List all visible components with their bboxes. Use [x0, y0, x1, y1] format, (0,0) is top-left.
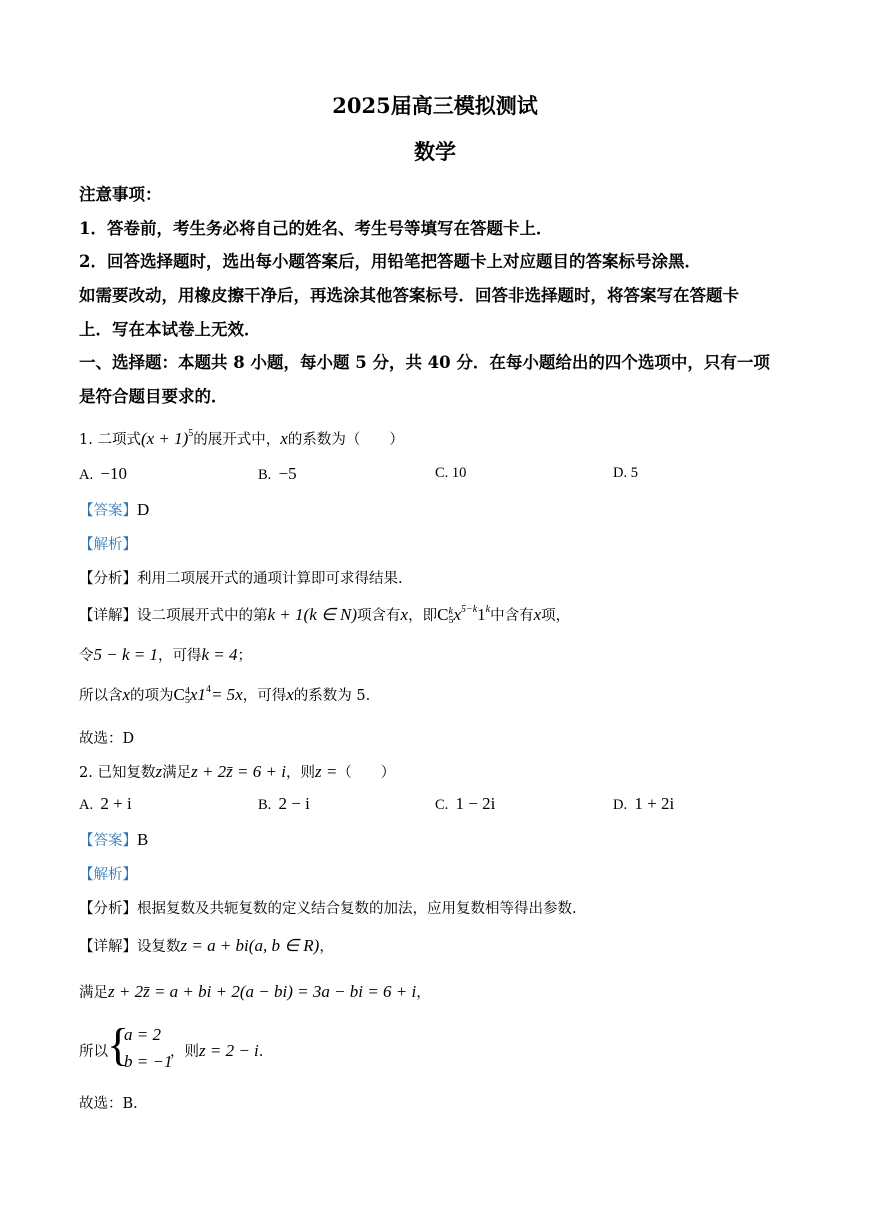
- q2-system-eq-1: a = 2: [124, 1025, 161, 1044]
- notes-item-2-line-3: 上．写在本试卷上无效．: [79, 320, 261, 339]
- q1-option-d: D. 5: [613, 465, 638, 481]
- q1-analysis-tag: 【解析】: [79, 537, 137, 553]
- q2-fenxi: 【分析】根据复数及共轭复数的定义结合复数的加法，应用复数相等得出参数.: [79, 901, 577, 917]
- notes-item-2-line-2: 如需要改动，用橡皮擦干净后，再选涂其他答案标号．回答非选择题时，将答案写在答题卡: [79, 286, 739, 305]
- q1-expression: (x + 1): [140, 429, 189, 448]
- system-brace: {: [107, 1019, 130, 1070]
- q1-option-b: B. −5: [258, 464, 297, 483]
- notes-item-2-line-1: 2．回答选择题时，选出每小题答案后，用铅笔把答题卡上对应题目的答案标号涂黑．: [79, 252, 701, 271]
- q1-option-a: A. −10: [79, 464, 127, 483]
- notes-heading: 注意事项：: [79, 185, 162, 204]
- q2-option-c: C. 1 − 2i: [435, 794, 496, 813]
- q2-option-b: B. 2 − i: [258, 794, 310, 813]
- q1-detail-line-1: 【详解】设二项展开式中的第k + 1(k ∈ N)项含有x，即C k 5 $x^{5-k}1^k$中含有x项，: [79, 604, 571, 626]
- q2-conclusion: 故选：B.: [79, 1096, 138, 1112]
- question-2-stem: 2. 已知复数z满足z + 2z̄ = 6 + i，则z =（ ）: [79, 762, 396, 781]
- q2-detail-line-3-prefix: 所以: [79, 1044, 108, 1060]
- q2-answer: 【答案】B: [79, 830, 149, 849]
- q1-detail-line-3: 所以含x的项为C 4 5 $x1^4= 5x$，可得x的系数为 5.: [79, 684, 371, 706]
- section-heading-line-2: 是符合题目要求的．: [79, 387, 228, 406]
- question-1-stem: 1. 二项式$(x + 1)^5$的展开式中，x的系数为（ ）: [79, 428, 404, 448]
- q1-answer: 【答案】D: [79, 500, 150, 519]
- subject-title: 数学: [414, 139, 456, 164]
- q1-fenxi: 【分析】利用二项展开式的通项计算即可求得结果.: [79, 571, 403, 587]
- q2-detail-line-1: 【详解】设复数z = a + bi(a, b ∈ R)，: [79, 936, 334, 955]
- q2-detail-line-3-result: ，则z = 2 − i.: [170, 1041, 264, 1060]
- page-title: 2025届高三模拟测试: [332, 93, 538, 118]
- q2-option-d: D. 1 + 2i: [613, 794, 675, 813]
- notes-item-1: 1．答卷前，考生务必将自己的姓名、考生号等填写在答题卡上．: [79, 219, 553, 238]
- q1-option-c: C. 10: [435, 465, 467, 481]
- section-heading-line-1: 一、选择题：本题共 8 小题，每小题 5 分，共 40 分．在每小题给出的四个选项中，只有一项: [79, 353, 770, 372]
- q2-option-a: A. 2 + i: [79, 794, 132, 813]
- q2-analysis-tag: 【解析】: [79, 867, 137, 883]
- q2-system-eq-2: b = −1: [124, 1052, 173, 1071]
- q2-detail-line-2: 满足z + 2z̄ = a + bi + 2(a − bi) = 3a − bi = 6 + i，: [79, 982, 431, 1001]
- q1-detail-line-2: 令5 − k = 1，可得k = 4；: [79, 645, 253, 664]
- q1-conclusion: 故选：D: [79, 731, 135, 747]
